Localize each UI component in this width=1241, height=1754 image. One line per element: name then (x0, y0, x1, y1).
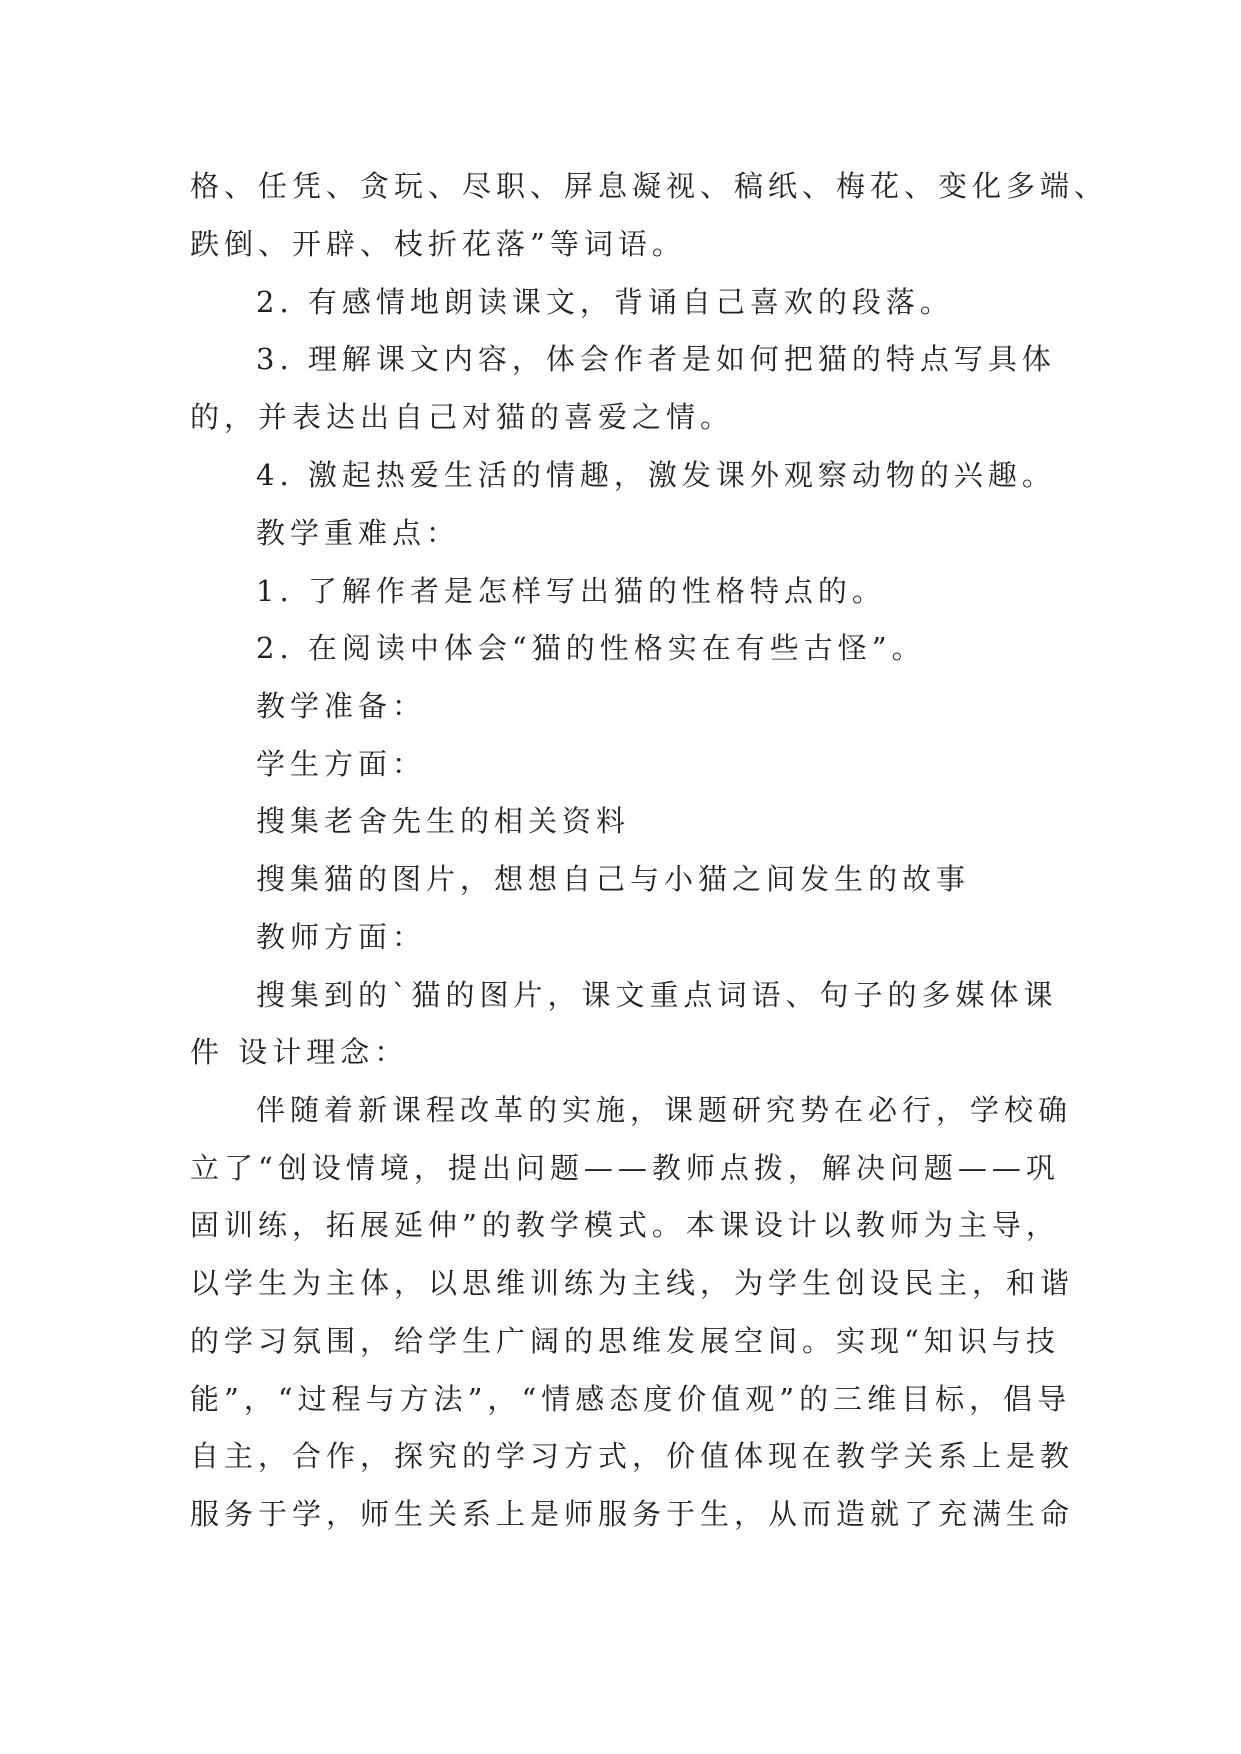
list-item-objective-4: 4. 激起热爱生活的情趣，激发课外观察动物的兴趣。 (256, 458, 1056, 492)
subheading-students: 学生方面： (256, 747, 427, 781)
paragraph-line: 自主，合作，探究的学习方式，价值体现在教学关系上是教 (190, 1439, 1075, 1473)
text-line: 搜集猫的图片，想想自己与小猫之间发生的故事 (256, 862, 971, 896)
list-item-key-point-1: 1. 了解作者是怎样写出猫的性格特点的。 (256, 574, 886, 608)
list-item-objective-3: 3. 理解课文内容，体会作者是如何把猫的特点写具体 (256, 342, 1056, 376)
paragraph-line: 伴随着新课程改革的实施，课题研究势在必行，学校确 (256, 1093, 1073, 1127)
text-line: 格、任凭、贪玩、尽职、屏息凝视、稿纸、梅花、变化多端、 (190, 169, 1109, 203)
text-line: 的，并表达出自己对猫的喜爱之情。 (190, 400, 735, 434)
section-heading-preparation: 教学准备： (256, 689, 427, 723)
paragraph-line: 以学生为主体，以思维训练为主线，为学生创设民主，和谐 (190, 1266, 1075, 1300)
list-item-objective-2: 2. 有感情地朗读课文，背诵自己喜欢的段落。 (256, 285, 954, 319)
subheading-teacher: 教师方面： (256, 920, 427, 954)
paragraph-line: 立了“创设情境，提出问题——教师点拨，解决问题——巩 (190, 1151, 1060, 1185)
text-line: 件 设计理念： (190, 1035, 409, 1069)
paragraph-line: 服务于学，师生关系上是师服务于生，从而造就了充满生命 (190, 1497, 1075, 1531)
text-line: 搜集到的`猫的图片，课文重点词语、句子的多媒体课 (256, 978, 1058, 1012)
paragraph-line: 固训练，拓展延伸”的教学模式。本课设计以教师为主导， (190, 1208, 1060, 1242)
paragraph-line: 能”，“过程与方法”，“情感态度价值观”的三维目标，倡导 (190, 1382, 1072, 1416)
section-heading-key-points: 教学重难点： (256, 516, 461, 550)
list-item-key-point-2: 2. 在阅读中体会“猫的性格实在有些古怪”。 (256, 631, 926, 665)
text-line: 跌倒、开辟、枝折花落”等词语。 (190, 227, 686, 261)
text-line: 搜集老舍先生的相关资料 (256, 804, 631, 838)
paragraph-line: 的学习氛围，给学生广阔的思维发展空间。实现“知识与技 (190, 1324, 1060, 1358)
